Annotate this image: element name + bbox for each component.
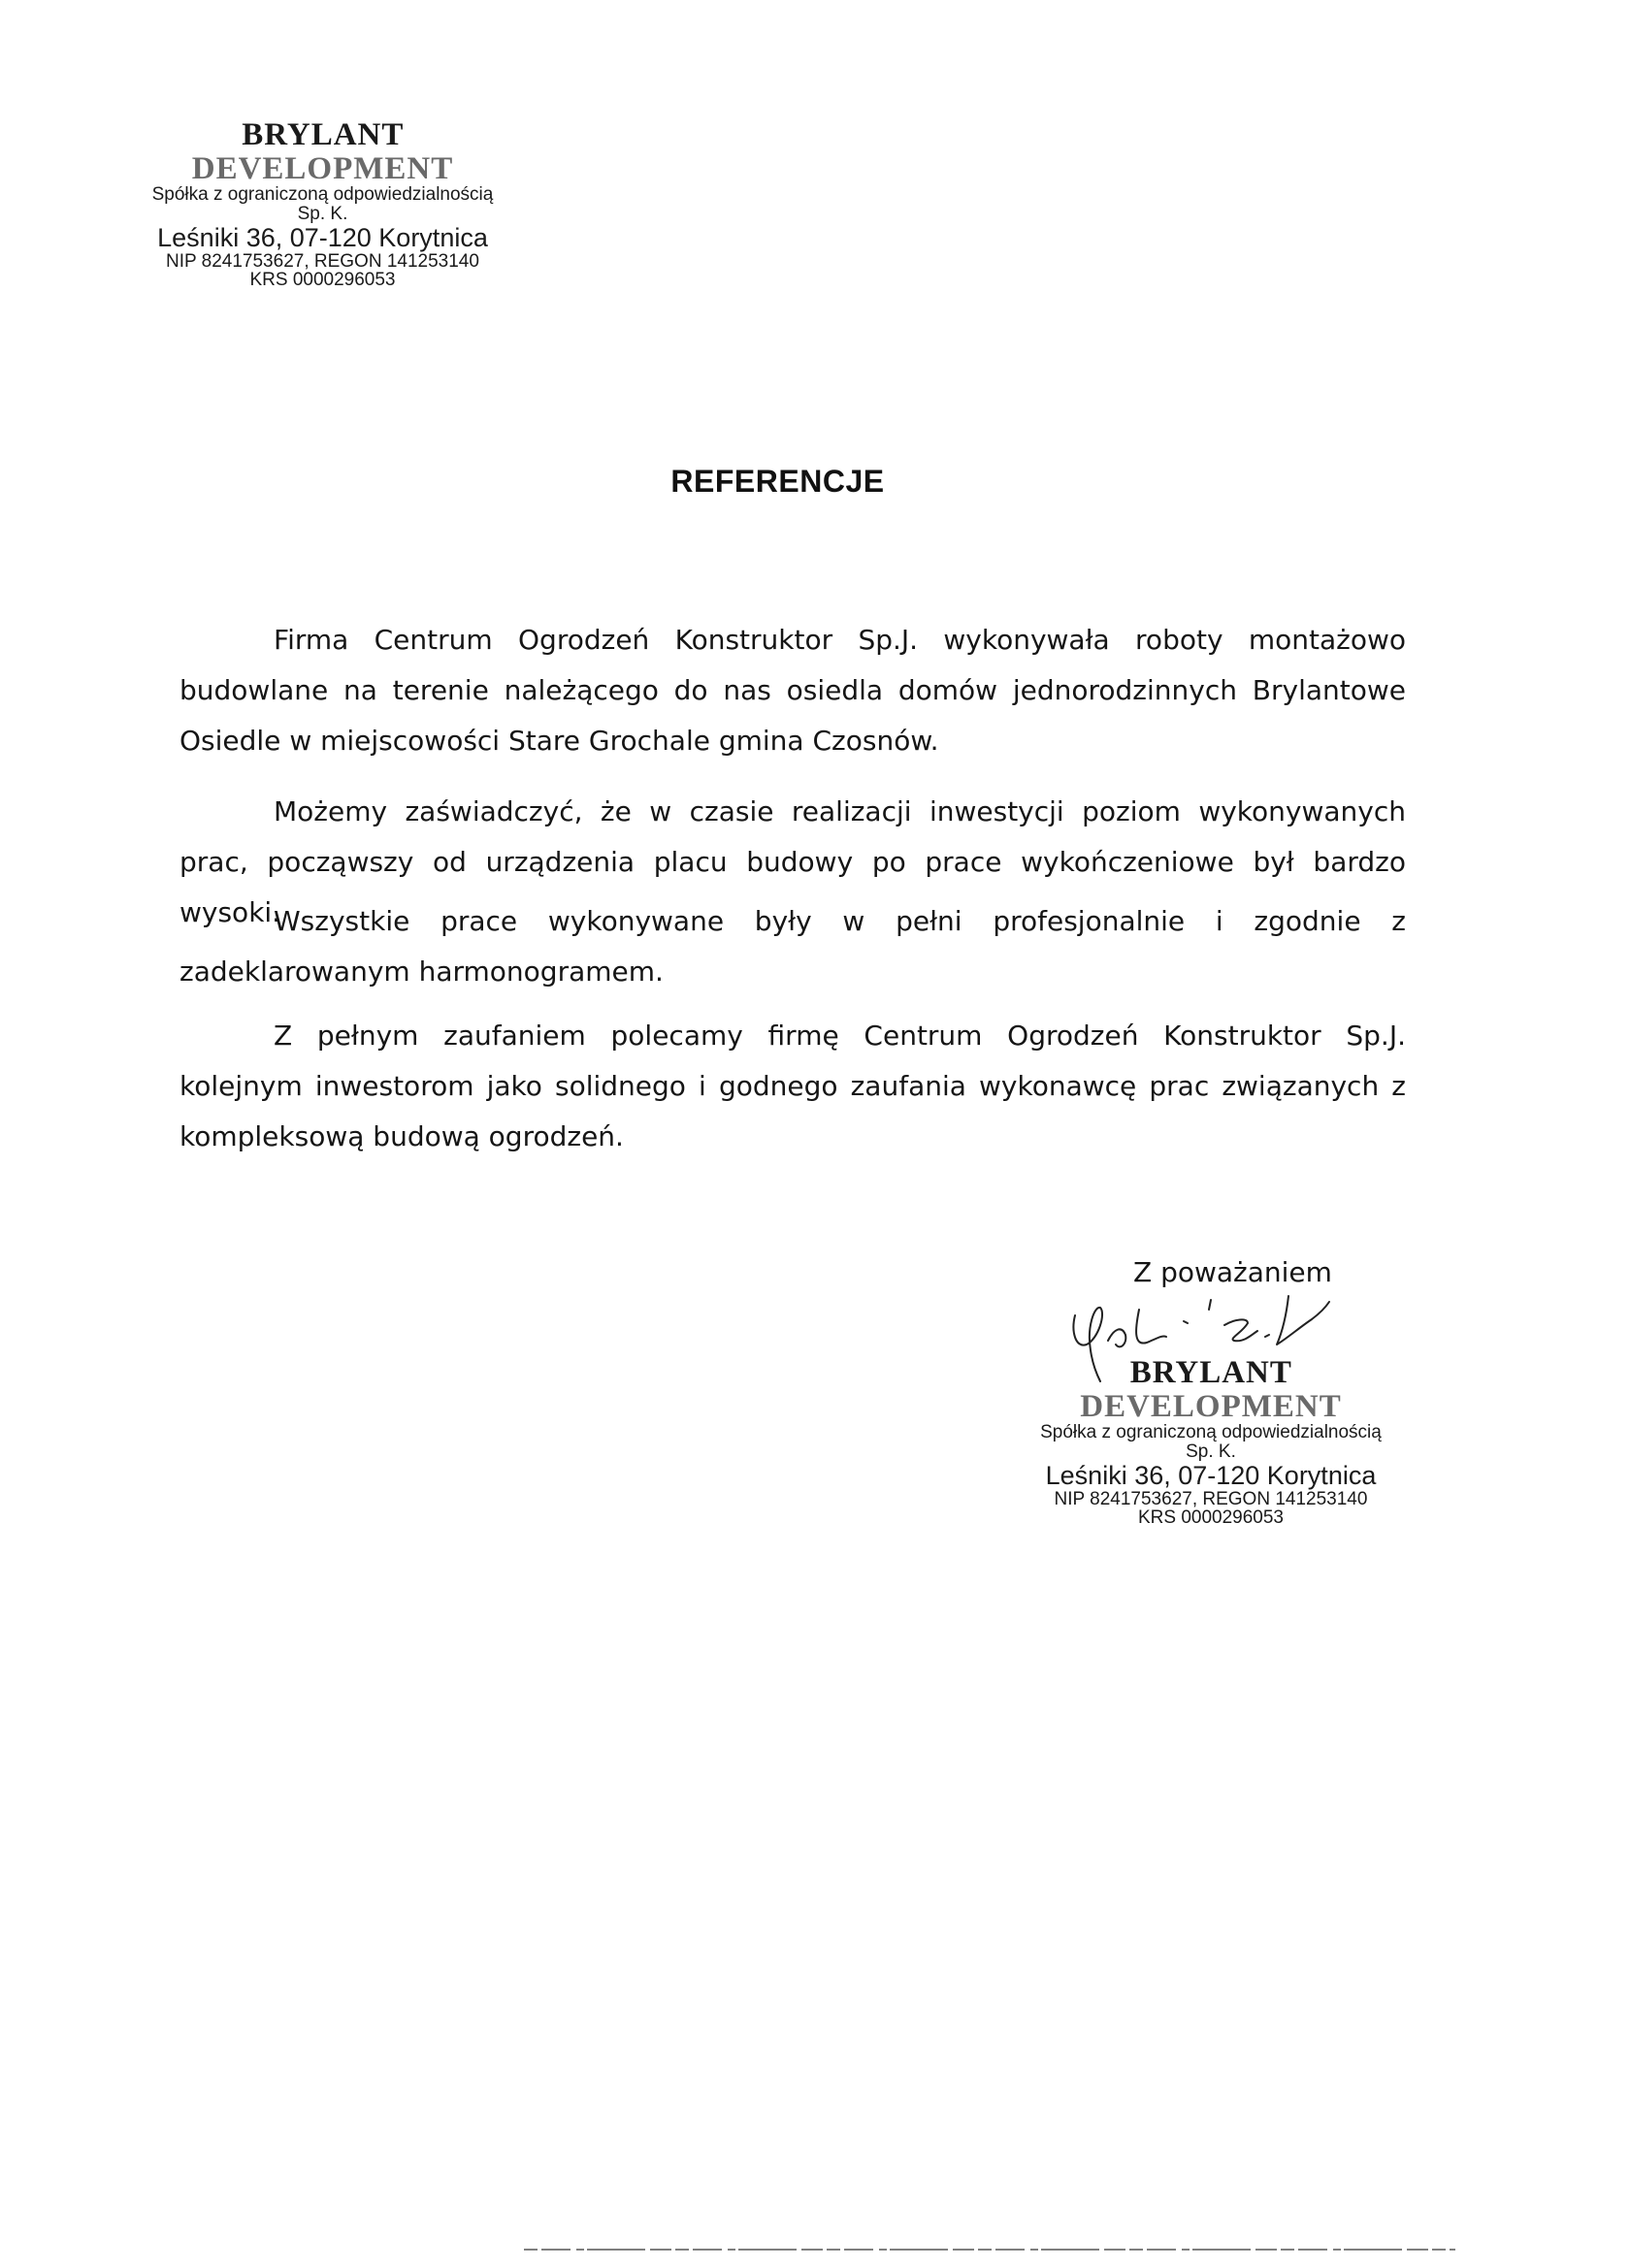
stamp-legal-form: Spółka z ograniczoną odpowiedzialnością (1040, 1422, 1382, 1443)
stamp-address: Leśniki 36, 07-120 Korytnica (1045, 1461, 1377, 1491)
scan-edge-rule (524, 2249, 1455, 2251)
document-title: REFERENCJE (670, 464, 885, 499)
stamp-legal-suffix: Sp. K. (297, 204, 348, 225)
stamp-nip-regon: NIP 8241753627, REGON 141253140 (1054, 1488, 1368, 1509)
stamp-company-name-part2: DEVELOPMENT (191, 150, 454, 186)
stamp-krs: KRS 0000296053 (249, 270, 396, 291)
stamp-company-name-part2: DEVELOPMENT (1080, 1388, 1342, 1424)
letter-paragraph-1 (179, 615, 1406, 766)
paragraph-text: Wszystkie prace wykonywane były w pełni profesjonalnie i zgodnie z zadeklarowanym harmonogramem. (179, 905, 1406, 988)
stamp-legal-form: Spółka z ograniczoną odpowiedzialnością (151, 184, 494, 206)
closing-salutation: Z poważaniem (1133, 1256, 1332, 1288)
stamp-company-name (136, 118, 509, 185)
paragraph-text: Możemy zaświadczyć, że w czasie realizacji inwestycji poziom wykonywanych prac, począwszy od urządzenia placu budowy po prace wykończeniowe był bardzo wysoki. (179, 795, 1406, 928)
stamp-nip-regon: NIP 8241753627, REGON 141253140 (166, 250, 479, 272)
letter-paragraph-3 (179, 896, 1406, 997)
stamp-legal-suffix: Sp. K. (1186, 1442, 1236, 1463)
company-stamp-header (136, 118, 509, 290)
company-stamp-signature (1021, 1356, 1401, 1528)
letter-paragraph-4 (179, 1011, 1406, 1162)
paragraph-text: Z pełnym zaufaniem polecamy firmę Centrum Ogrodzeń Konstruktor Sp.J. kolejnym inwestorom jako solidnego i godnego zaufania wykonawcę prac związanych z kompleksową budową ogrodzeń. (179, 1020, 1406, 1152)
stamp-krs: KRS 0000296053 (1137, 1507, 1284, 1529)
stamp-company-name-part1: BRYLANT (1129, 1355, 1292, 1390)
paragraph-text: Firma Centrum Ogrodzeń Konstruktor Sp.J. wykonywała roboty montażowo budowlane na terenie należącego do nas osiedla domów jednorodzinnych Brylantowe Osiedle w miejscowości Stare Grochale gmina Czosnów. (179, 624, 1406, 757)
stamp-company-name (1021, 1356, 1401, 1423)
stamp-address: Leśniki 36, 07-120 Korytnica (157, 223, 488, 253)
stamp-company-name-part1: BRYLANT (242, 117, 404, 152)
